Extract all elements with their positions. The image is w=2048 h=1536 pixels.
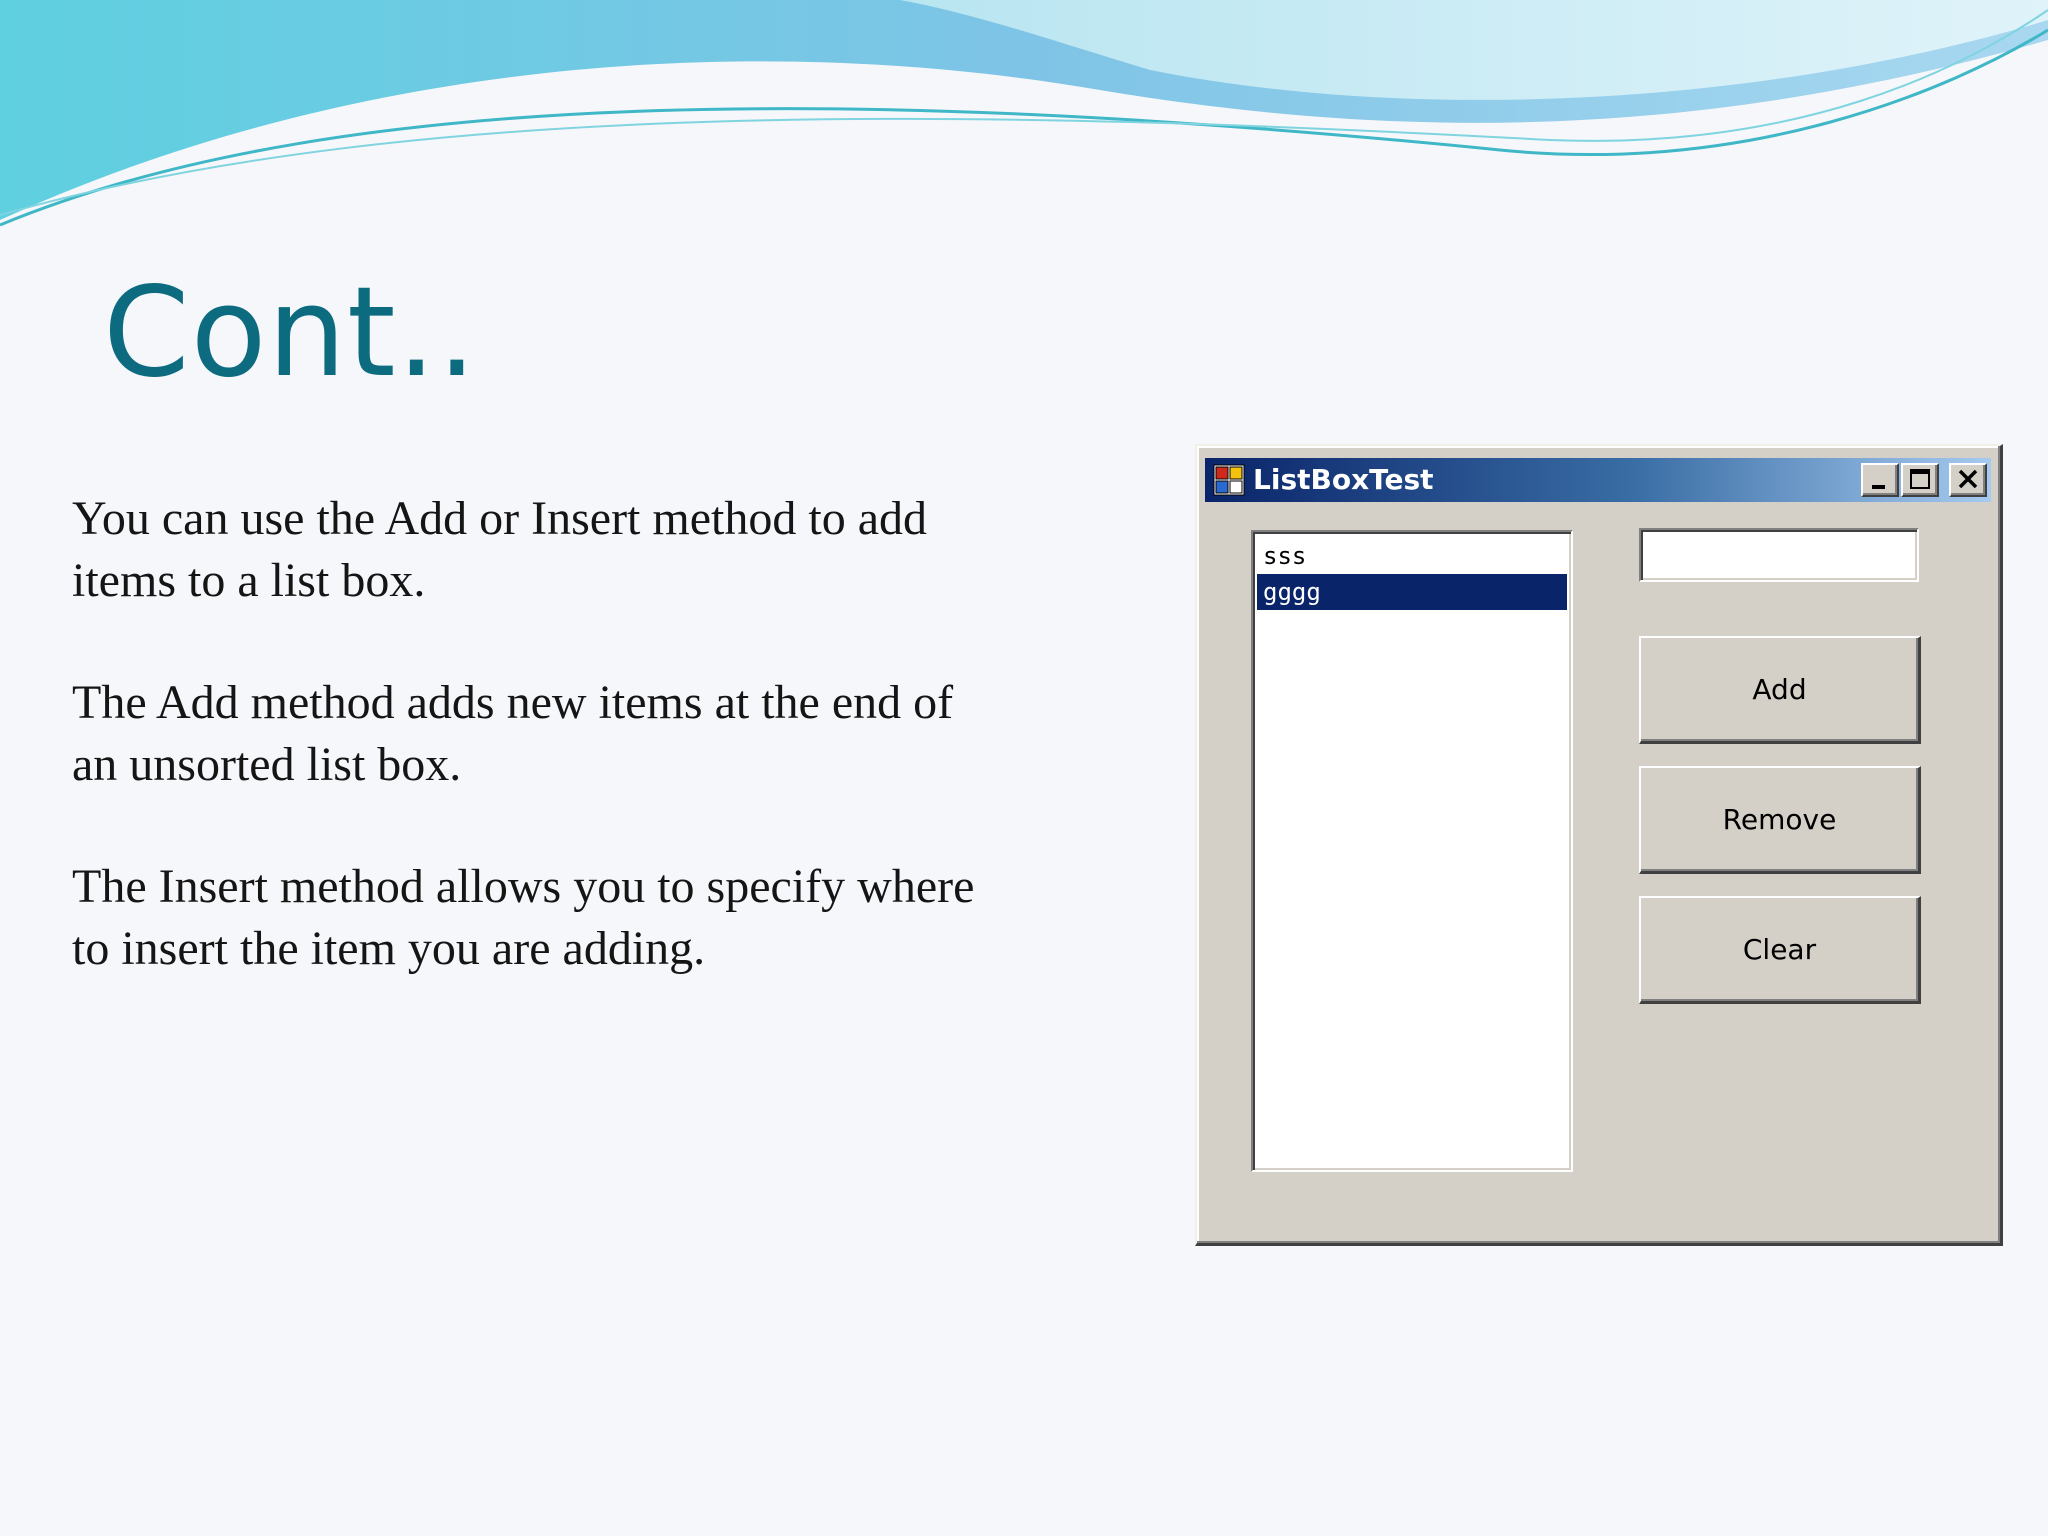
slide-title: Cont.. [103, 261, 478, 405]
clear-button[interactable]: Clear [1639, 896, 1921, 1004]
maximize-button[interactable] [1901, 463, 1939, 497]
listboxtest-window [1195, 444, 2003, 1246]
minimize-button[interactable] [1861, 463, 1899, 497]
window-title: ListBoxTest [1253, 463, 1434, 496]
close-icon [1951, 465, 1985, 495]
close-button[interactable] [1949, 463, 1987, 497]
remove-button[interactable]: Remove [1639, 766, 1921, 874]
items-listbox[interactable] [1251, 530, 1573, 1172]
window-title-bar[interactable] [1205, 458, 1991, 502]
minimize-icon [1863, 465, 1897, 495]
windows-form-icon [1213, 464, 1245, 496]
paragraph-insert-method: The Insert method allows you to specify where to insert the item you are adding. [72, 860, 975, 975]
slide-body [72, 488, 1172, 1040]
paragraph-add-insert: You can use the Add or Insert method to add items to a list box. [72, 492, 927, 607]
list-item-selected[interactable]: gggg [1257, 574, 1567, 610]
add-button[interactable]: Add [1639, 636, 1921, 744]
paragraph-add-method: The Add method adds new items at the end of an unsorted list box. [72, 676, 954, 791]
maximize-icon [1903, 465, 1937, 495]
item-text-input[interactable] [1639, 528, 1919, 582]
list-item[interactable]: sss [1263, 542, 1307, 570]
